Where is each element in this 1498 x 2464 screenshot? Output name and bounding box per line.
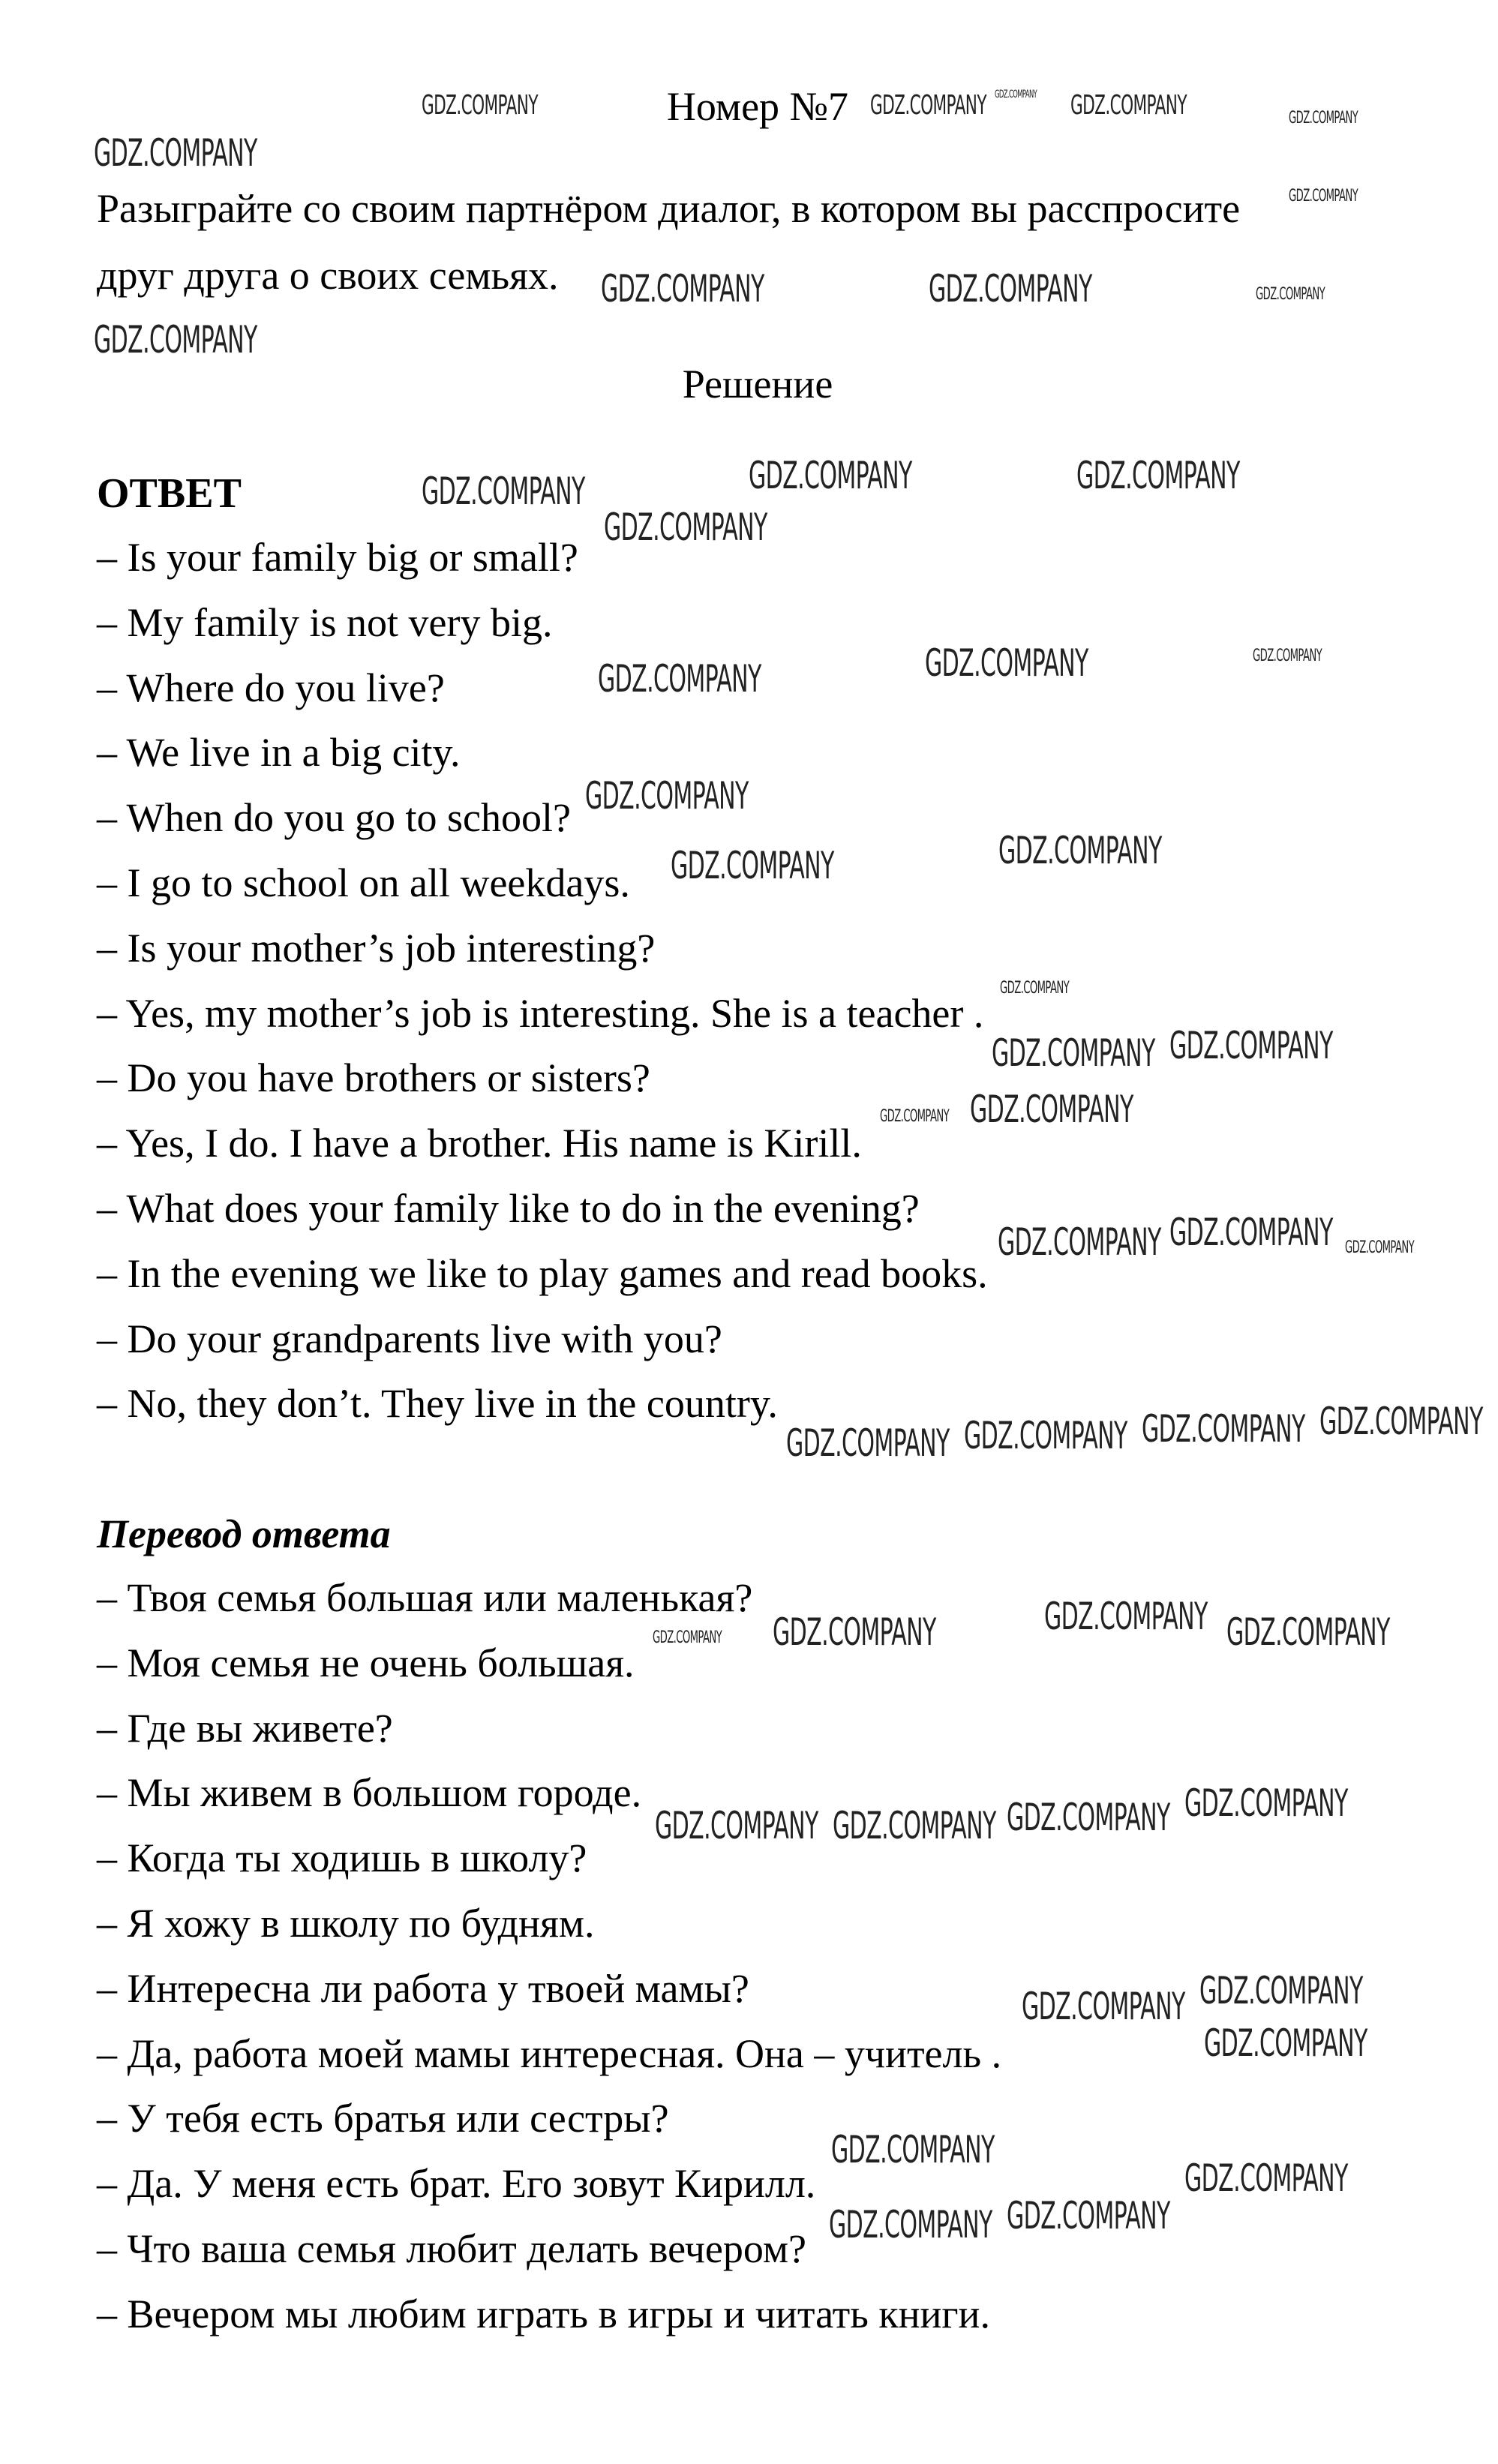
watermark: GDZ.COMPANY [604,506,767,549]
dialogue-line-text: – Do your grandparents live with you? [97,1316,722,1361]
watermark: GDZ.COMPANY [1070,90,1187,121]
watermark: GDZ.COMPANY [422,470,585,513]
dialogue-line [97,1111,988,1176]
dialogue-line-text: – Where do you live? [97,665,445,710]
dialogue-line [97,2216,1001,2282]
watermark: GDZ.COMPANY [925,641,1088,685]
watermark: GDZ.COMPANY [1142,1407,1305,1451]
watermark: GDZ.COMPANY [773,1610,936,1654]
dialogue-line [97,785,988,851]
answer-heading [97,464,242,524]
page-title [0,77,1498,137]
translation-dialogue [97,1565,1001,2347]
watermark: GDZ.COMPANY [880,1107,950,1126]
task-line-text: Разыграйте со своим партнёром диалог, в котором вы расспросите [97,186,1241,231]
dialogue-line-text: – Do you have brothers or sisters? [97,1055,650,1101]
watermark: GDZ.COMPANY [1007,2194,1170,2237]
task-line [97,176,1447,242]
watermark: GDZ.COMPANY [831,2128,995,2171]
watermark: GDZ.COMPANY [671,844,834,887]
answer-heading-text: ОТВЕТ [97,470,242,517]
watermark: GDZ.COMPANY [1289,109,1358,128]
dialogue-line [97,525,988,590]
watermark: GDZ.COMPANY [1044,1595,1208,1638]
translation-heading-text: Перевод ответа [97,1511,391,1556]
watermark: GDZ.COMPANY [1345,1238,1415,1257]
watermark: GDZ.COMPANY [998,1220,1161,1264]
dialogue-line-text: – Is your family big or small? [97,535,578,580]
dialogue-line [97,590,988,656]
dialogue-line [97,1696,1001,1761]
dialogue-line [97,2086,1001,2151]
dialogue-line-text: – Моя семья не очень большая. [97,1640,635,1685]
dialogue-line [97,916,988,981]
dialogue-line [97,2151,1001,2216]
watermark: GDZ.COMPANY [1076,454,1240,497]
dialogue-line-text: – Да, работа моей мамы интересная. Она – учитель . [97,2030,1002,2076]
dialogue-line-text: – Вечером мы любим играть в игры и читать книги. [97,2291,990,2336]
dialogue-line-text: – Интересна ли работа у твоей мамы? [97,1965,749,2011]
watermark: GDZ.COMPANY [995,89,1037,101]
solution-heading [0,352,1498,416]
watermark: GDZ.COMPANY [1199,1969,1363,2012]
watermark: GDZ.COMPANY [833,1804,996,1847]
watermark: GDZ.COMPANY [94,131,257,175]
dialogue-line [97,1891,1001,1956]
watermark: GDZ.COMPANY [964,1414,1127,1457]
dialogue-line-text: – Когда ты ходишь в школу? [97,1835,587,1881]
dialogue-line [97,720,988,785]
watermark: GDZ.COMPANY [655,1804,818,1847]
dialogue-line-text: – Yes, I do. I have a brother. His name is Kirill. [97,1121,862,1166]
translation-heading [97,1502,391,1566]
watermark: GDZ.COMPANY [1022,1985,1185,2028]
dialogue-line-text: – Я хожу в школу по будням. [97,1900,595,1946]
task-line-text: друг друга о своих семьях. [97,253,559,298]
watermark: GDZ.COMPANY [970,1088,1133,1131]
solution-heading-text: Решение [682,362,833,407]
watermark: GDZ.COMPANY [1226,1610,1390,1654]
answer-dialogue [97,525,988,1436]
dialogue-line-text: – Is your mother’s job interesting? [97,925,656,971]
watermark: GDZ.COMPANY [998,829,1162,872]
dialogue-line-text: – I go to school on all weekdays. [97,860,630,905]
watermark: GDZ.COMPANY [1169,1211,1333,1254]
watermark: GDZ.COMPANY [786,1421,950,1465]
watermark: GDZ.COMPANY [585,774,749,818]
dialogue-line [97,981,988,1046]
dialogue-line-text: – Yes, my mother’s job is interesting. She is a teacher . [97,990,984,1036]
watermark: GDZ.COMPANY [929,267,1092,311]
dialogue-line-text: – What does your family like to do in the evening? [97,1185,920,1231]
dialogue-line [97,2282,1001,2347]
dialogue-line [97,851,988,916]
dialogue-line [97,1176,988,1241]
dialogue-line [97,1241,988,1307]
watermark: GDZ.COMPANY [1289,187,1358,206]
watermark: GDZ.COMPANY [749,454,912,497]
dialogue-line [97,1565,1001,1631]
dialogue-line [97,1760,1001,1826]
dialogue-line-text: – No, they don’t. They live in the country. [97,1381,778,1427]
watermark: GDZ.COMPANY [601,267,764,311]
watermark: GDZ.COMPANY [1007,1796,1170,1839]
dialogue-line [97,1046,988,1111]
dialogue-line-text: – У тебя есть братья или сестры? [97,2096,669,2141]
watermark: GDZ.COMPANY [653,1628,722,1647]
watermark: GDZ.COMPANY [1169,1024,1333,1067]
dialogue-line [97,656,988,721]
task-text [97,176,1447,309]
watermark: GDZ.COMPANY [1319,1400,1483,1443]
dialogue-line-text: – We live in a big city. [97,730,461,776]
watermark: GDZ.COMPANY [1184,2156,1348,2200]
dialogue-line [97,1371,988,1436]
watermark: GDZ.COMPANY [94,318,257,362]
dialogue-line-text: – Твоя семья большая или маленькая? [97,1575,753,1620]
dialogue-line [97,1628,1001,1696]
watermark: GDZ.COMPANY [992,1031,1155,1075]
watermark: GDZ.COMPANY [1000,979,1070,998]
dialogue-line-text: – When do you go to school? [97,795,571,841]
dialogue-line-text: – Где вы живете? [97,1705,393,1751]
watermark: GDZ.COMPANY [1204,2021,1367,2065]
task-line [97,242,1447,309]
watermark: GDZ.COMPANY [1256,285,1325,304]
dialogue-line [97,2021,1001,2087]
dialogue-line-text: – My family is not very big. [97,599,553,645]
watermark: GDZ.COMPANY [1253,647,1322,665]
watermark: GDZ.COMPANY [422,90,538,121]
dialogue-line [97,1307,988,1372]
dialogue-line [97,1826,1001,1891]
dialogue-line-text: – In the evening we like to play games and read books. [97,1250,988,1296]
watermark: GDZ.COMPANY [1184,1781,1348,1825]
watermark: GDZ.COMPANY [829,2203,992,2246]
dialogue-line-text: – Что ваша семья любит делать вечером? [97,2225,807,2271]
watermark: GDZ.COMPANY [598,657,761,701]
watermark: GDZ.COMPANY [870,90,986,121]
dialogue-line [97,1956,1001,2021]
page-title-text: Номер №7 [666,84,849,129]
dialogue-line-text: – Да. У меня есть брат. Его зовут Кирилл. [97,2161,816,2207]
dialogue-line-text: – Мы живем в большом городе. [97,1770,642,1816]
